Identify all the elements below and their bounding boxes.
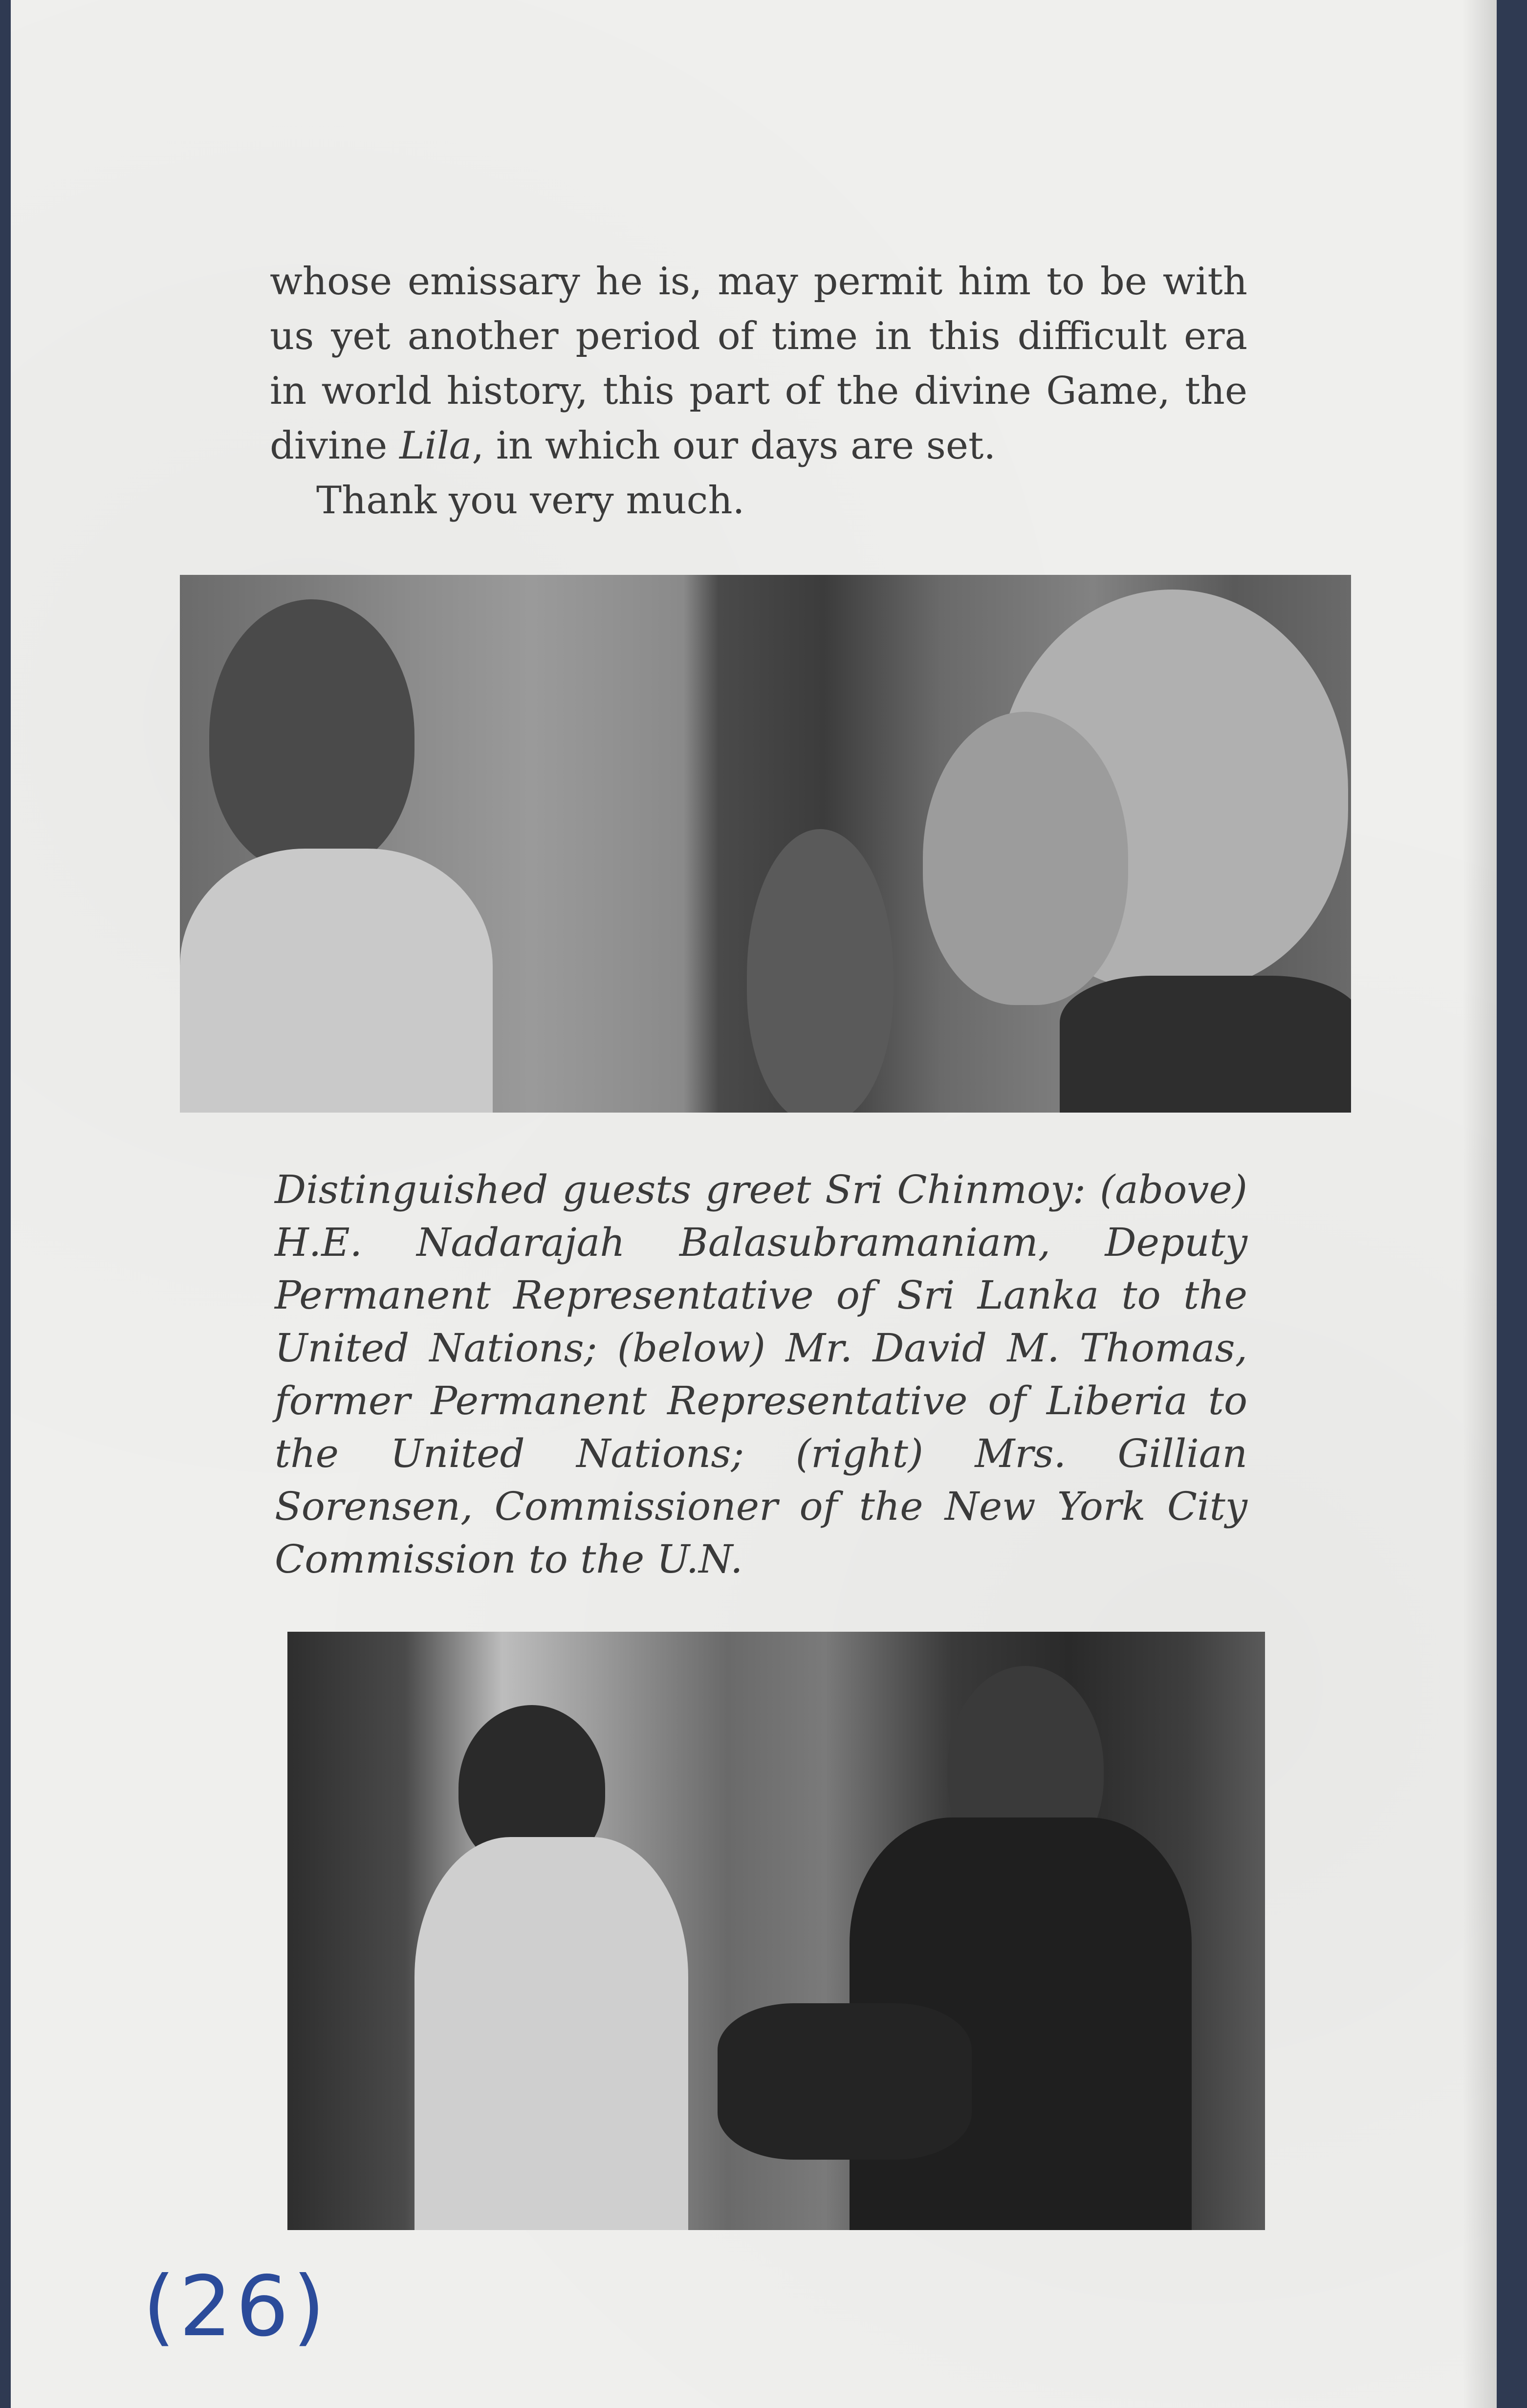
body-text — [270, 254, 1247, 528]
paragraph-1-text: whose emissary he is, may permit him to be with us yet another period of time in this difficult era in world history, this part of the divine Game, the divine — [270, 260, 1247, 468]
paragraph-2: Thank you very much. — [316, 479, 745, 523]
photo-figure-right-face — [923, 712, 1128, 1005]
paragraph-1-end: , in which our days are set. — [472, 424, 996, 468]
photo-figure-left-body — [180, 849, 493, 1113]
photo-bottom-handshake — [287, 1632, 1265, 2230]
photo-background-figure — [747, 829, 894, 1113]
photo-caption: Distinguished guests greet Sri Chinmoy: (above) H.E. Nadarajah Balasubramaniam, Deputy Permanent Representative of Sri Lanka to the United Nations; (below) Mr. David M. Thomas, former Permanent Representative of Liberia to the United Nations; (right) Mrs. Gillian Sorensen, Commissioner of the New York City Commission to the U.N. — [275, 1167, 1247, 1582]
photo-figure-left — [209, 599, 414, 873]
photo-figure-right-suit — [1060, 976, 1351, 1113]
photo-top-greeting — [180, 575, 1351, 1113]
photo-gift-bundle — [718, 2003, 972, 2160]
paragraph-1 — [270, 254, 1247, 473]
handwritten-page-number: (26) — [143, 2258, 329, 2355]
lila-word: Lila — [399, 424, 472, 468]
book-page — [11, 0, 1497, 2408]
photo-figure-white-kurta-body — [414, 1837, 688, 2230]
page-edge-shadow — [1462, 0, 1497, 2408]
